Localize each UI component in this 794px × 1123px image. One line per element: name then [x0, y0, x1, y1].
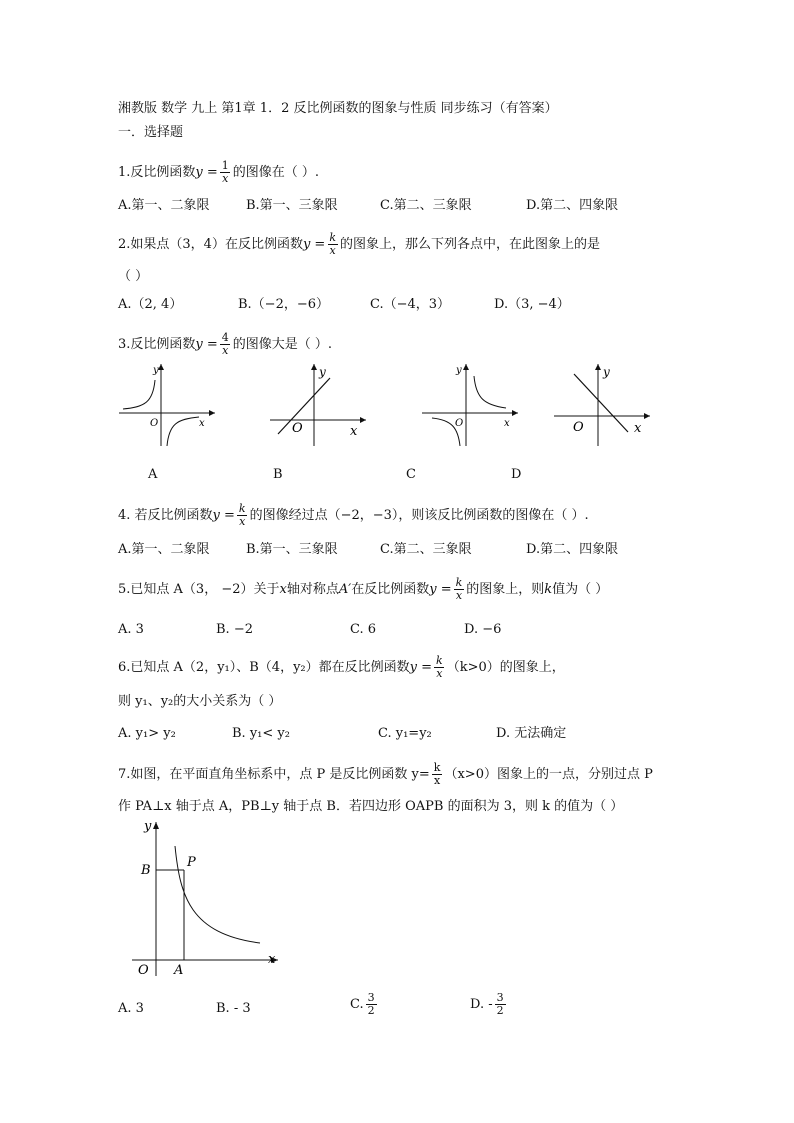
question-3 [118, 332, 332, 357]
q6-numerator: k [436, 654, 443, 667]
q7-option-a[interactable]: A. 3 [118, 1001, 144, 1016]
q3a-y-label: y [153, 365, 159, 376]
q6-lhs: y = [409, 660, 433, 675]
q7-option-d-label: D. - [470, 997, 493, 1012]
q2-text-post: 的图象上，那么下列各点中，在此图象上的是 [340, 237, 601, 252]
question-2 [118, 232, 600, 257]
q4-option-a[interactable]: A.第一、二象限 [118, 542, 210, 557]
q1-text-post: 的图像在（ ）. [232, 165, 320, 180]
q3-graph-label-a: A [148, 467, 158, 482]
q2-numerator: k [329, 231, 336, 244]
q2-lhs: y = [302, 237, 326, 252]
q4-option-c[interactable]: C.第二、三象限 [380, 542, 472, 557]
q7-origin-label: O [138, 963, 149, 978]
q3c-x-label: x [504, 418, 510, 429]
q3-graph-c[interactable] [418, 358, 528, 450]
q4-text-post: 的图像经过点（−2，−3），则该反比例函数的图像在（ ）. [249, 508, 589, 523]
q7-option-c-den: 2 [367, 1004, 375, 1017]
q6-line2: 则 y₁、y₂的大小关系为（ ） [118, 694, 282, 709]
q5-text-post: 的图象上，则 [466, 582, 545, 597]
q3b-origin: O [292, 421, 303, 436]
q4-numerator: k [238, 502, 246, 515]
q3d-origin: O [573, 420, 584, 435]
q7-text-post: （x>0）图象上的一点，分别过点 P [444, 767, 653, 782]
q7-denominator: x [434, 774, 441, 787]
q5-option-a[interactable]: A. 3 [118, 622, 144, 637]
question-1 [118, 160, 319, 185]
q4-option-d[interactable]: D.第二、四象限 [526, 542, 619, 557]
q5-text-mid2: 在反比例函数 [351, 582, 430, 597]
q1-fraction [220, 160, 231, 185]
q6-option-b[interactable]: B. y₁< y₂ [232, 726, 290, 741]
q5-option-d[interactable]: D. −6 [464, 622, 502, 637]
q2-option-b[interactable]: B.（−2，−6） [238, 297, 330, 312]
page-title: 湘教版 数学 九上 第1章 1．2 反比例函数的图象与性质 同步练习（有答案） [118, 101, 558, 116]
q7-option-d[interactable] [470, 992, 508, 1017]
q5-text-end: 值为（ ） [552, 582, 609, 597]
q6-denominator: x [436, 667, 443, 680]
q3d-x-label: x [634, 421, 642, 436]
q7-point-a-label: A [174, 963, 184, 978]
q5-text-mid: 轴对称点 [286, 582, 339, 597]
q3-text-pre: 3.反比例函数 [118, 337, 196, 352]
q3-graph-b[interactable] [268, 358, 368, 448]
q3-graph-label-d: D [511, 467, 522, 482]
q7-option-d-num: 3 [496, 991, 504, 1004]
q5-x-var: x [279, 582, 287, 597]
question-5 [118, 577, 608, 602]
q7-x-label: x [268, 952, 276, 967]
q5-fraction [454, 577, 465, 602]
question-4 [118, 503, 589, 528]
q3b-y-label: y [319, 365, 326, 379]
q6-option-d[interactable]: D. 无法确定 [496, 726, 567, 741]
q5-k-var: k [544, 582, 553, 597]
q7-option-c-num: 3 [367, 991, 375, 1004]
question-7 [118, 762, 653, 787]
q2-option-a[interactable]: A.（2, 4） [118, 297, 183, 312]
q3c-y-label: y [456, 365, 462, 376]
q6-fraction [434, 655, 445, 680]
q7-line2: 作 PA⊥x 轴于点 A，PB⊥y 轴于点 B．若四边形 OAPB 的面积为 3，则 k 的值为（ ） [118, 799, 624, 814]
q3-denominator: x [222, 344, 229, 357]
q2-option-d[interactable]: D.（3, −4） [494, 297, 570, 312]
q2-text-pre: 2.如果点（3，4）在反比例函数 [118, 237, 303, 252]
q1-option-b[interactable]: B.第一、三象限 [246, 198, 338, 213]
q5-option-c[interactable]: C. 6 [350, 622, 377, 637]
q3-text-post: 的图像大是（ ）. [232, 337, 333, 352]
q4-lhs: y = [212, 508, 235, 523]
q7-figure[interactable] [128, 816, 288, 982]
q5-denominator: x [455, 589, 463, 602]
q6-option-a[interactable]: A. y₁> y₂ [118, 726, 176, 741]
q7-option-c[interactable] [350, 992, 379, 1017]
q1-denominator: x [222, 172, 229, 185]
q4-denominator: x [239, 515, 246, 528]
question-6 [118, 655, 565, 680]
q6-option-c[interactable]: C. y₁=y₂ [378, 726, 432, 741]
q7-fraction [432, 762, 443, 787]
q2-answer-paren: （ ） [118, 269, 149, 284]
q1-option-d[interactable]: D.第二、四象限 [526, 198, 619, 213]
q5-numerator: k [455, 576, 463, 589]
q3-graph-label-b: B [273, 467, 283, 482]
q7-option-c-fraction [366, 992, 377, 1017]
q1-lhs: y = [195, 165, 218, 180]
q1-text-pre: 1.反比例函数 [118, 165, 196, 180]
q5-lhs: y = [429, 582, 452, 597]
q3-graph-label-c: C [406, 467, 416, 482]
q5-point: A′ [338, 582, 352, 597]
q3d-y-label: y [603, 365, 610, 379]
q3a-x-label: x [199, 418, 205, 429]
q1-option-a[interactable]: A.第一、二象限 [118, 198, 210, 213]
q2-denominator: x [329, 244, 336, 257]
q3-numerator: 4 [221, 331, 229, 344]
q7-option-b[interactable]: B. - 3 [216, 1001, 251, 1016]
q6-text-pre: 6.已知点 A（2，y₁）、B（4，y₂）都在反比例函数 [118, 660, 410, 675]
q7-point-b-label: B [141, 863, 151, 878]
q1-option-c[interactable]: C.第二、三象限 [380, 198, 472, 213]
q7-option-d-den: 2 [496, 1004, 504, 1017]
q7-option-c-label: C. [350, 997, 364, 1012]
q4-option-b[interactable]: B.第一、三象限 [246, 542, 338, 557]
q3-fraction [220, 332, 231, 357]
q3-lhs: y = [195, 337, 218, 352]
q5-option-b[interactable]: B. −2 [216, 622, 253, 637]
q7-point-p-label: P [187, 855, 196, 870]
q5-text-pre: 5.已知点 A（3， −2）关于 [118, 582, 280, 597]
q7-numerator: k [433, 761, 441, 774]
q3-graph-d[interactable] [552, 358, 652, 448]
q7-text-pre: 7.如图，在平面直角坐标系中，点 P 是反比例函数 y= [118, 767, 430, 782]
q4-fraction [237, 503, 248, 528]
q7-y-label: y [144, 819, 152, 834]
q3-graph-a[interactable] [115, 358, 225, 450]
q1-numerator: 1 [221, 159, 229, 172]
q4-text-pre: 4. 若反比例函数 [118, 508, 213, 523]
q2-option-c[interactable]: C.（−4，3） [370, 297, 451, 312]
q3c-origin: O [455, 418, 464, 429]
q3b-x-label: x [350, 424, 358, 439]
q3a-origin: O [150, 418, 159, 429]
section-heading: 一．选择题 [118, 125, 184, 140]
q6-text-post: （k>0）的图象上， [446, 660, 565, 675]
q7-option-d-fraction [495, 992, 506, 1017]
q2-fraction [327, 232, 338, 257]
